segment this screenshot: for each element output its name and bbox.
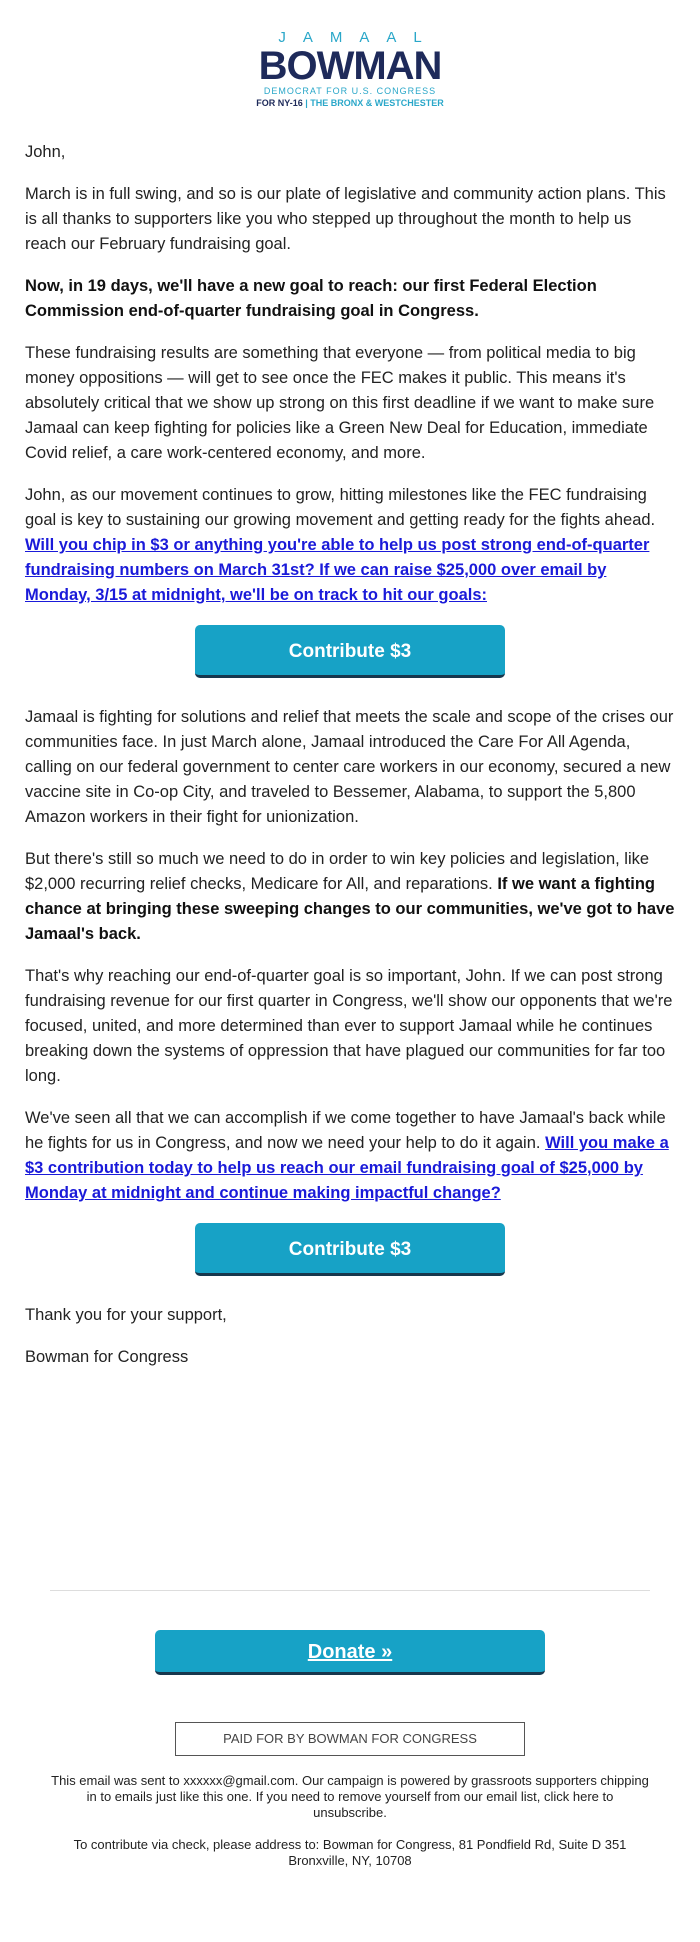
- logo-district-area: | THE BRONX & WESTCHESTER: [305, 98, 444, 108]
- logo-last-name: BOWMAN: [258, 44, 442, 88]
- paragraph-4: [25, 483, 675, 608]
- logo-district-code: FOR NY-16: [256, 98, 303, 108]
- mailing-address: To contribute via check, please address to: Bowman for Congress, 81 Pondfield Rd, Suite D 351 Bronxville, NY, 10708: [73, 1837, 627, 1868]
- paragraph-6-bold: If we want a fighting chance at bringing these sweeping changes to our communities, we've got to have Jamaal's back.: [25, 875, 675, 943]
- greeting: John,: [25, 143, 66, 161]
- contribute-button[interactable]: Contribute $3: [195, 625, 505, 678]
- paragraph-8: [25, 1106, 675, 1206]
- paragraph-6: [25, 847, 675, 947]
- contribute-button-2[interactable]: Contribute $3: [195, 1223, 505, 1276]
- campaign-logo: [0, 30, 700, 109]
- unsubscribe-notice[interactable]: This email was sent to xxxxxx@gmail.com. Our campaign is powered by grassroots supporters chipping in to emails just like this one. If you need to remove yourself from our email list, click here to unsubscribe.: [51, 1773, 649, 1820]
- logo-first-name: JAMAAL: [278, 29, 439, 46]
- paragraph-6-text: But there's still so much we need to do in order to win key policies and legislation, like $2,000 recurring relief checks, Medicare for All, and reparations.: [25, 850, 650, 893]
- paid-for-disclaimer: PAID FOR BY BOWMAN FOR CONGRESS: [175, 1722, 525, 1756]
- paragraph-1: March is in full swing, and so is our plate of legislative and community action plans. This is all thanks to supporters like you who stepped up throughout the month to help us reach our February fundraising goal.: [25, 185, 666, 253]
- paragraph-5: Jamaal is fighting for solutions and relief that meets the scale and scope of the crises our communities face. In just March alone, Jamaal introduced the Care For All Agenda, calling on our federal government to center care workers in our economy, secured a new vaccine site in Co-op City, and traveled to Bessemer, Alabama, to support the 5,800 Amazon workers in their fight for unionization.: [25, 708, 674, 826]
- logo-district: [0, 97, 700, 109]
- paragraph-7: That's why reaching our end-of-quarter goal is so important, John. If we can post strong fundraising revenue for our first quarter in Congress, we'll show our opponents that we're focused, united, and more determined than ever to support Jamaal while he continues breaking down the systems of oppression that have plagued our communities for far too long.: [25, 967, 673, 1085]
- logo-tagline: DEMOCRAT FOR U.S. CONGRESS: [263, 86, 437, 96]
- closing: Thank you for your support,: [25, 1306, 227, 1324]
- contribute-button-wrap: [25, 625, 675, 678]
- paragraph-2-goal: Now, in 19 days, we'll have a new goal to reach: our first Federal Election Commission end-of-quarter fundraising goal in Congress.: [25, 277, 597, 320]
- email-body: [25, 140, 675, 1387]
- footer-divider: [50, 1590, 650, 1591]
- contribution-link[interactable]: Will you make a $3 contribution today to help us reach our email fundraising goal of $25,000 by Monday at midnight and continue making impactful change?: [25, 1134, 669, 1202]
- signature: Bowman for Congress: [25, 1348, 189, 1366]
- donate-button[interactable]: Donate »: [155, 1630, 545, 1675]
- contribute-button-wrap-2: [25, 1223, 675, 1276]
- paragraph-3: These fundraising results are something that everyone — from political media to big money oppositions — will get to see once the FEC makes it public. This means it's absolutely critical that we show up strong on this first deadline if we want to make sure Jamaal can keep fighting for policies like a Green New Deal for Education, immediate Covid relief, a care work-centered economy, and more.: [25, 344, 655, 462]
- paragraph-4-text: John, as our movement continues to grow, hitting milestones like the FEC fundraising goal is key to sustaining our growing movement and getting ready for the fights ahead.: [25, 486, 656, 529]
- chip-in-link[interactable]: Will you chip in $3 or anything you're able to help us post strong end-of-quarter fundraising numbers on March 31st? If we can raise $25,000 over email by Monday, 3/15 at midnight, we'll be on track to hit our goals:: [25, 536, 650, 604]
- paragraph-8-text: We've seen all that we can accomplish if we come together to have Jamaal's back while he fights for us in Congress, and now we need your help to do it again.: [25, 1109, 666, 1152]
